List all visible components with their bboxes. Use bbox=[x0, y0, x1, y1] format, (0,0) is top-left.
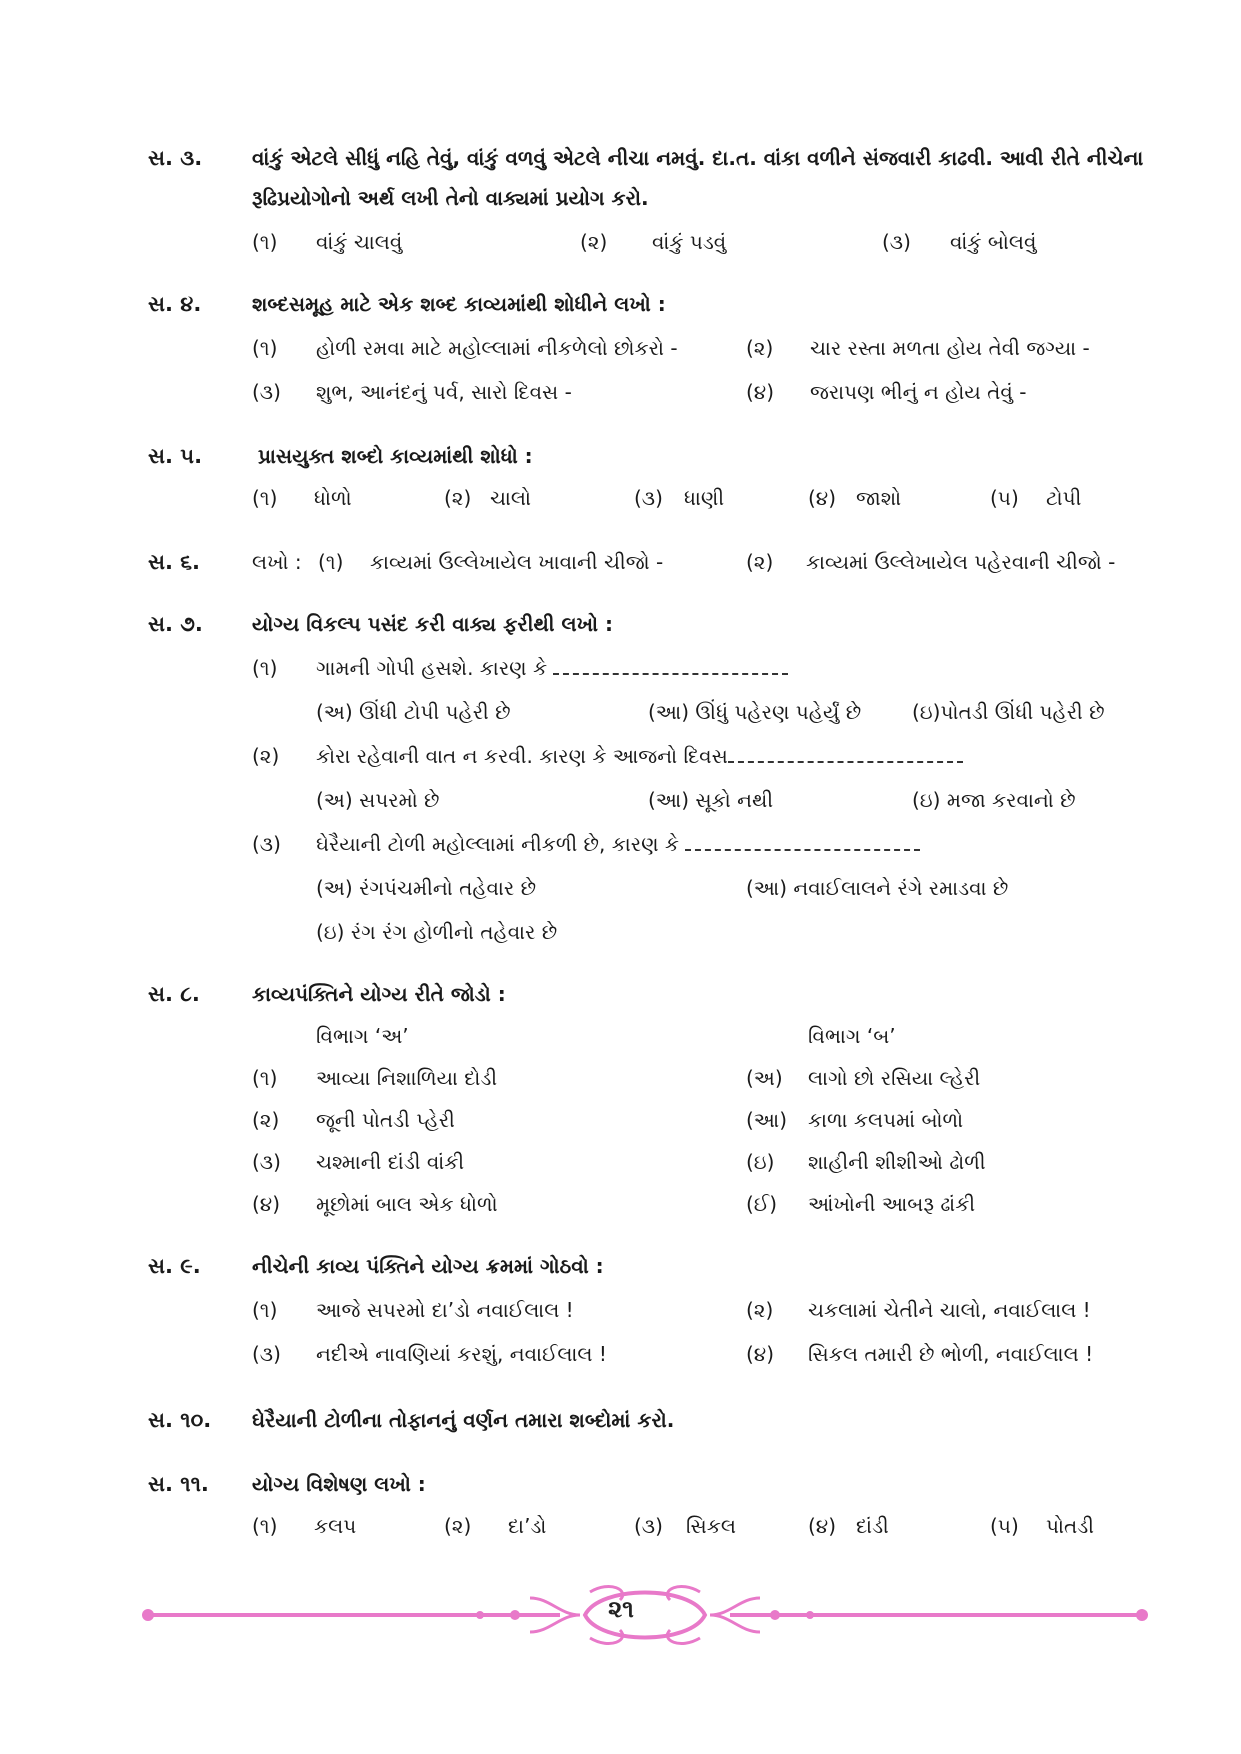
q5-item-text: ધોળો bbox=[314, 486, 352, 510]
q5-item-text: ચાલો bbox=[490, 486, 532, 510]
q5-item-number: (૩) bbox=[634, 486, 663, 510]
q7-item-text: ગામની ગોપી હસશે. કારણ કે bbox=[316, 656, 788, 680]
q7-option: (આ) સૂકો નથી bbox=[648, 788, 774, 812]
question-9-label: સ. ૯. bbox=[148, 1254, 201, 1278]
q8-b-number: (અ) bbox=[746, 1066, 783, 1090]
q8-b-text: આંખોની આબરૂ ઢાંકી bbox=[808, 1192, 976, 1216]
q5-item-text: જાશો bbox=[856, 486, 902, 510]
q9-item-number: (૨) bbox=[746, 1298, 774, 1322]
q8-a-text: ચશ્માની દાંડી વાંકી bbox=[316, 1150, 465, 1174]
q7-item-number: (૨) bbox=[252, 744, 280, 768]
q6-item-text: કાવ્યમાં ઉલ્લેખાયેલ પહેરવાની ચીજો - bbox=[806, 550, 1116, 574]
q3-item-number: (૨) bbox=[580, 230, 608, 254]
answer-blank bbox=[685, 833, 920, 851]
question-7-label: સ. ૭. bbox=[148, 612, 203, 636]
question-11-title: યોગ્ય વિશેષણ લખો : bbox=[252, 1472, 426, 1496]
q7-option: (આ) ઊંધું પહેરણ પહેર્યું છે bbox=[648, 700, 862, 724]
q9-item-number: (૧) bbox=[252, 1298, 278, 1322]
question-8-label: સ. ૮. bbox=[148, 982, 200, 1006]
page-number: ૨૧ bbox=[608, 1595, 634, 1623]
question-4-label: સ. ૪. bbox=[148, 292, 202, 316]
question-10-title: ઘેરૈયાની ટોળીના તોફાનનું વર્ણન તમારા શબ્દોમાં કરો. bbox=[252, 1408, 675, 1432]
q9-item-text: સિકલ તમારી છે ભોળી, નવાઈલાલ ! bbox=[808, 1342, 1094, 1366]
question-3-text-line2: રૂઢિપ્રયોગોનો અર્થ લખી તેનો વાક્યમાં પ્રયોગ કરો. bbox=[252, 186, 649, 210]
question-10-label: સ. ૧૦. bbox=[148, 1408, 212, 1432]
q11-item-number: (૨) bbox=[444, 1514, 472, 1538]
column-a-heading: વિભાગ ‘અ’ bbox=[316, 1024, 409, 1048]
q7-item-number: (૧) bbox=[252, 656, 278, 680]
q4-item-text: શુભ, આનંદનું પર્વ, સારો દિવસ - bbox=[316, 380, 572, 404]
q11-item-text: દાંડી bbox=[856, 1514, 889, 1538]
q5-item-number: (૪) bbox=[808, 486, 837, 510]
q8-b-number: (ઈ) bbox=[746, 1192, 778, 1216]
q7-option: (ઇ) મજા કરવાનો છે bbox=[912, 788, 1076, 812]
q11-item-text: સિકલ bbox=[686, 1514, 736, 1538]
q8-b-text: શાહીની શીશીઓ ઢોળી bbox=[808, 1150, 986, 1174]
question-5-label: સ. ૫. bbox=[148, 444, 203, 468]
q9-item-number: (૩) bbox=[252, 1342, 281, 1366]
question-4-title: શબ્દસમૂહ માટે એક શબ્દ કાવ્યમાંથી શોધીને લખો : bbox=[252, 292, 666, 316]
question-8-title: કાવ્યપંક્તિને યોગ્ય રીતે જોડો : bbox=[252, 982, 506, 1006]
column-b-heading: વિભાગ ‘બ’ bbox=[808, 1024, 896, 1048]
q7-option: (અ) સપરમો છે bbox=[316, 788, 440, 812]
q7-item-number: (૩) bbox=[252, 832, 281, 856]
q11-item-number: (૧) bbox=[252, 1514, 278, 1538]
q8-a-number: (૩) bbox=[252, 1150, 281, 1174]
q5-item-number: (૧) bbox=[252, 486, 278, 510]
q11-item-text: દા’ડો bbox=[508, 1514, 547, 1538]
question-6-prefix: લખો : bbox=[252, 550, 302, 574]
q8-a-text: આવ્યા નિશાળિયા દોડી bbox=[316, 1066, 498, 1090]
q11-item-text: કલપ bbox=[314, 1514, 357, 1538]
q8-a-number: (૧) bbox=[252, 1066, 278, 1090]
q3-item-text: વાંકું ચાલવું bbox=[316, 230, 403, 254]
q5-item-text: ટોપી bbox=[1046, 486, 1082, 510]
q8-b-text: લાગો છો રસિયા લ્હેરી bbox=[808, 1066, 981, 1090]
question-7-title: યોગ્ય વિકલ્પ પસંદ કરી વાક્ય ફરીથી લખો : bbox=[252, 612, 613, 636]
q8-a-number: (૪) bbox=[252, 1192, 281, 1216]
q5-item-number: (૫) bbox=[990, 486, 1019, 510]
q4-item-number: (૪) bbox=[746, 380, 775, 404]
q7-option: (આ) નવાઈલાલને રંગે રમાડવા છે bbox=[746, 876, 1009, 900]
q9-item-text: આજે સપરમો દા’ડો નવાઈલાલ ! bbox=[316, 1298, 574, 1322]
question-3-text-line1: વાંકું એટલે સીધું નહિ તેવું, વાંકું વળવું એટલે નીચા નમવું. દા.ત. વાંકા વળીને સંજવારી કાઢવી. આવી રીતે નીચેના bbox=[252, 146, 1144, 170]
q4-item-number: (૩) bbox=[252, 380, 281, 404]
q8-a-number: (૨) bbox=[252, 1108, 280, 1132]
q8-a-text: જૂની પોતડી પ્હેરી bbox=[316, 1108, 455, 1132]
q7-item-text: કોરા રહેવાની વાત ન કરવી. કારણ કે આજનો દિવસ bbox=[316, 744, 963, 768]
q11-item-number: (૪) bbox=[808, 1514, 837, 1538]
q7-option: (ઇ) રંગ રંગ હોળીનો તહેવાર છે bbox=[316, 920, 558, 944]
q7-option: (અ) રંગપંચમીનો તહેવાર છે bbox=[316, 876, 537, 900]
q11-item-number: (૩) bbox=[634, 1514, 663, 1538]
q4-item-number: (૨) bbox=[746, 336, 774, 360]
question-5-title: પ્રાસયુક્ત શબ્દો કાવ્યમાંથી શોધો : bbox=[258, 444, 533, 468]
question-11-label: સ. ૧૧. bbox=[148, 1472, 209, 1496]
q5-item-text: ધાણી bbox=[684, 486, 725, 510]
q11-item-text: પોતડી bbox=[1046, 1514, 1094, 1538]
q4-item-number: (૧) bbox=[252, 336, 278, 360]
answer-blank bbox=[553, 657, 788, 675]
answer-blank bbox=[728, 745, 963, 763]
q8-b-number: (આ) bbox=[746, 1108, 788, 1132]
q8-a-text: મૂછોમાં બાલ એક ધોળો bbox=[316, 1192, 498, 1216]
question-6-label: સ. ૬. bbox=[148, 550, 201, 574]
q7-option: (ઇ)પોતડી ઊંધી પહેરી છે bbox=[912, 700, 1105, 724]
q3-item-number: (૧) bbox=[252, 230, 278, 254]
q6-item-number: (૧) bbox=[318, 550, 344, 574]
q9-item-number: (૪) bbox=[746, 1342, 775, 1366]
q5-item-number: (૨) bbox=[444, 486, 472, 510]
q3-item-text: વાંકું પડવું bbox=[652, 230, 727, 254]
question-9-title: નીચેની કાવ્ય પંક્તિને યોગ્ય ક્રમમાં ગોઠવો : bbox=[252, 1254, 604, 1278]
q4-item-text: જરાપણ ભીનું ન હોય તેવું - bbox=[810, 380, 1027, 404]
q8-b-text: કાળા કલપમાં બોળો bbox=[808, 1108, 964, 1132]
q4-item-text: હોળી રમવા માટે મહોલ્લામાં નીકળેલો છોકરો - bbox=[316, 336, 678, 360]
q9-item-text: ચકલામાં ચેતીને ચાલો, નવાઈલાલ ! bbox=[808, 1298, 1091, 1322]
q7-option: (અ) ઊંધી ટોપી પહેરી છે bbox=[316, 700, 511, 724]
q11-item-number: (૫) bbox=[990, 1514, 1019, 1538]
q6-item-number: (૨) bbox=[746, 550, 774, 574]
q7-item-text: ઘેરૈયાની ટોળી મહોલ્લામાં નીકળી છે, કારણ કે bbox=[316, 832, 920, 856]
q9-item-text: નદીએ નાવણિયાં કરશું, નવાઈલાલ ! bbox=[316, 1342, 607, 1366]
q3-item-number: (૩) bbox=[882, 230, 911, 254]
q4-item-text: ચાર રસ્તા મળતા હોય તેવી જગ્યા - bbox=[810, 336, 1090, 360]
question-3-label: સ. ૩. bbox=[148, 146, 203, 170]
q6-item-text: કાવ્યમાં ઉલ્લેખાયેલ ખાવાની ચીજો - bbox=[370, 550, 664, 574]
q8-b-number: (ઇ) bbox=[746, 1150, 775, 1174]
q3-item-text: વાંકું બોલવું bbox=[950, 230, 1037, 254]
